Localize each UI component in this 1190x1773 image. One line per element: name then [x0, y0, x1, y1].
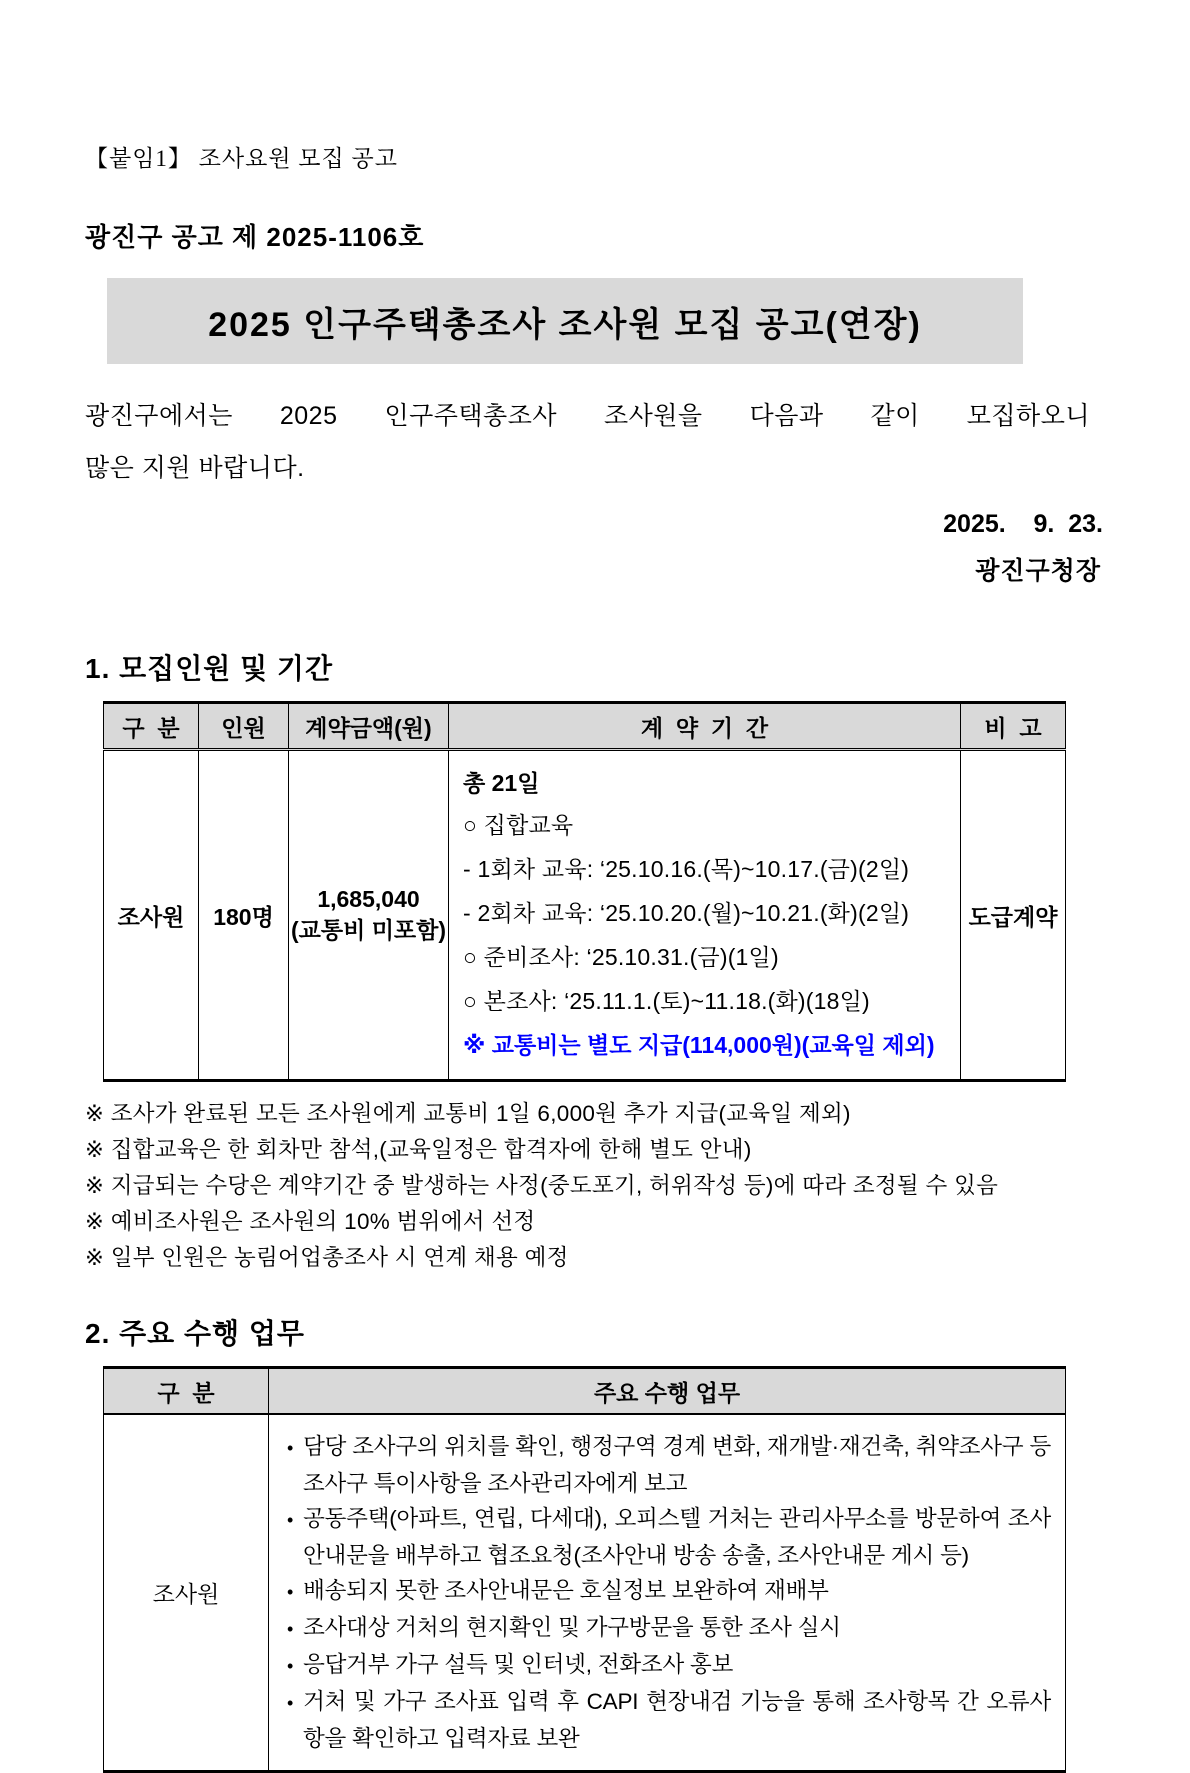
section2-heading: 2. 주요 수행 업무 [85, 1318, 305, 1349]
signer-title: 광진구청장 [975, 557, 1101, 585]
attachment-label: 【붙임1】 조사요원 모집 공고 [85, 146, 398, 171]
duty-item: • 조사대상 거처의 현지확인 및 가구방문을 통한 조사 실시 [279, 1610, 1051, 1647]
cell-duty-list [269, 1414, 1066, 1772]
title-highlight-box [107, 278, 1023, 364]
duty-item: • 배송되지 못한 조사안내문은 호실정보 보완하여 재배부 [279, 1573, 1051, 1610]
col-header-period: 계 약 기 간 [449, 703, 961, 750]
footnote-line: ※ 집합교육은 한 회차만 참석,(교육일정은 합격자에 한해 별도 안내) [85, 1137, 752, 1162]
intro-line-2: 많은 지원 바랍니다. [85, 454, 305, 482]
duty-list [279, 1429, 1051, 1756]
cell-contract-period [449, 750, 961, 1081]
period-line: ○ 준비조사: ‘25.10.31.(금)(1일) [463, 944, 779, 970]
duty-item: • 공동주택(아파트, 연립, 다세대), 오피스텔 거처는 관리사무소를 방문하여 조사안내문을 배부하고 협조요청(조사안내 방송 송출, 조사안내문 게시 등) [279, 1501, 1051, 1573]
col-header-count: 인원 [199, 703, 289, 750]
footnote-line: ※ 조사가 완료된 모든 조사원에게 교통비 1일 6,000원 추가 지급(교육일 제외) [85, 1101, 851, 1126]
document-title: 2025 인구주택총조사 조사원 모집 공고(연장) [208, 305, 922, 344]
contract-amount-value: 1,685,040 [317, 886, 420, 912]
period-total-days: 총 21일 [463, 770, 540, 796]
transport-fee-note: ※ 교통비는 별도 지급(114,000원)(교육일 제외) [463, 1032, 935, 1058]
duty-item: • 거처 및 가구 조사표 입력 후 CAPI 현장내검 기능을 통해 조사항목 간 오류사항을 확인하고 입력자료 보완 [279, 1684, 1051, 1756]
period-line: ○ 본조사: ‘25.11.1.(토)~11.18.(화)(18일) [463, 988, 870, 1014]
intro-line-1: 광진구에서는 2025 인구주택총조사 조사원을 다음과 같이 모집하오니 [85, 402, 1090, 430]
col-header-remark: 비 고 [961, 703, 1066, 750]
footnotes [85, 1096, 1105, 1276]
duty-item: • 담당 조사구의 위치를 확인, 행정구역 경계 변화, 재개발·재건축, 취약조사구 등 조사구 특이사항을 조사관리자에게 보고 [279, 1429, 1051, 1501]
cell-category: 조사원 [104, 1414, 269, 1772]
col-header-amount: 계약금액(원) [289, 703, 449, 750]
intro-paragraph [85, 390, 1090, 494]
cell-remark: 도급계약 [961, 750, 1066, 1081]
duties-table [103, 1366, 1066, 1773]
duty-item: • 응답거부 가구 설득 및 인터넷, 전화조사 홍보 [279, 1647, 1051, 1684]
footnote-line: ※ 예비조사원은 조사원의 10% 범위에서 선정 [85, 1209, 536, 1234]
cell-count: 180명 [199, 750, 289, 1081]
footnote-line: ※ 지급되는 수당은 계약기간 중 발생하는 사정(중도포기, 허위작성 등)에 따라 조정될 수 있음 [85, 1173, 999, 1198]
recruitment-table [103, 701, 1066, 1082]
period-line: - 2회차 교육: ‘25.10.20.(월)~10.21.(화)(2일) [463, 900, 910, 926]
footnote-line: ※ 일부 인원은 농림어업총조사 시 연계 채용 예정 [85, 1245, 569, 1270]
section1-heading: 1. 모집인원 및 기간 [85, 653, 334, 684]
col-header-duties: 주요 수행 업무 [269, 1368, 1066, 1415]
period-line: - 1회차 교육: ‘25.10.16.(목)~10.17.(금)(2일) [463, 856, 910, 882]
col-header-category: 구 분 [104, 1368, 269, 1415]
table-row [104, 1414, 1066, 1772]
announcement-date: 2025. 9. 23. [943, 510, 1103, 538]
table-row [104, 750, 1066, 1081]
notice-number: 광진구 공고 제 2025-1106호 [85, 222, 425, 252]
cell-category: 조사원 [104, 750, 199, 1081]
duties-table-header-row [104, 1368, 1066, 1415]
recruitment-table-header-row [104, 703, 1066, 750]
col-header-category: 구 분 [104, 703, 199, 750]
cell-contract-amount [289, 750, 449, 1081]
contract-amount-note: (교통비 미포함) [290, 917, 447, 943]
period-line: ○ 집합교육 [463, 812, 574, 838]
